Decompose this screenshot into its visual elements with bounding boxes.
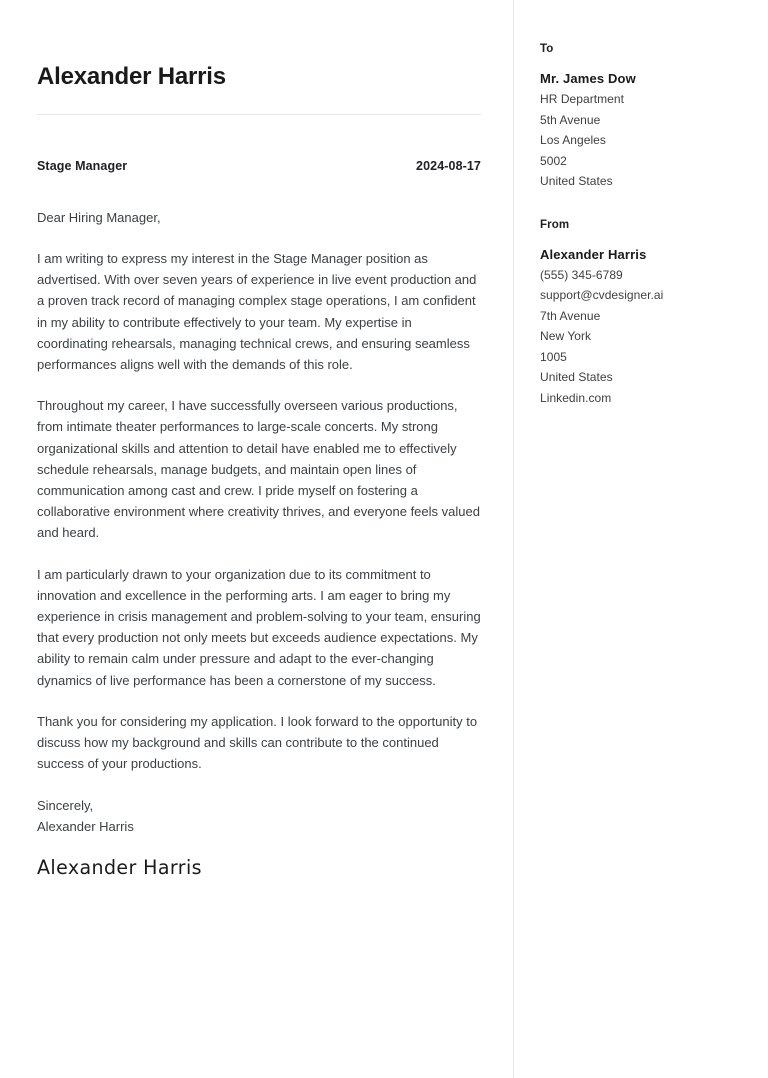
letter-body-column <box>37 0 481 879</box>
recipient-detail: HR Department <box>540 92 625 106</box>
page-title: Alexander Harris <box>37 63 226 90</box>
column-divider <box>513 0 514 1078</box>
job-title: Stage Manager <box>37 159 128 173</box>
closing-salutation: Sincerely, <box>37 798 94 814</box>
letter-paragraph: I am particularly drawn to your organization due to its commitment to innovation and excellence in the performing arts. I am eager to bring my experience in crisis management and problem-solving to your team, ensuring that every production not only meets but exceeds audience expectations. My ability to remain calm under pressure and adapt to the ever-changing dynamics of live performance has been a cornerstone of my success. <box>37 566 481 688</box>
letter-meta-row <box>37 159 481 173</box>
sender-detail: United States <box>540 370 613 384</box>
recipient-detail: United States <box>540 174 613 188</box>
sender-detail: New York <box>540 329 592 343</box>
contact-sidebar <box>540 0 750 408</box>
recipient-detail: 5002 <box>540 153 567 168</box>
sender-email: support@cvdesigner.ai <box>540 288 664 302</box>
closing-name: Alexander Harris <box>37 818 134 834</box>
letter-paragraph: Throughout my career, I have successfully overseen various productions, from intimate theater performances to large-scale concerts. My strong organizational skills and attention to detail have enabled me to effectively schedule rehearsals, manage budgets, and maintain open lines of communication among cast and crew. I pride myself on fostering a collaborative environment where creativity thrives, and everyone feels valued and heard. <box>37 398 480 541</box>
sender-name: Alexander Harris <box>540 246 647 262</box>
letter-paragraph: Thank you for considering my application. I look forward to the opportunity to discuss how my background and skills can contribute to the continued success of your productions. <box>37 713 478 772</box>
letter-date: 2024-08-17 <box>416 159 481 173</box>
salutation: Dear Hiring Manager, <box>37 210 161 225</box>
recipient-name: Mr. James Dow <box>540 71 636 86</box>
recipient-block <box>540 0 750 192</box>
signature: Alexander Harris <box>37 857 202 880</box>
sender-website: Linkedin.com <box>540 390 612 405</box>
recipient-label: To <box>540 43 554 55</box>
sender-phone: (555) 345-6789 <box>540 267 623 282</box>
sender-block <box>540 192 750 409</box>
sender-detail: 7th Avenue <box>540 308 601 323</box>
recipient-detail: Los Angeles <box>540 133 606 147</box>
recipient-detail: 5th Avenue <box>540 112 601 127</box>
sender-detail: 1005 <box>540 349 567 364</box>
sender-label: From <box>540 218 570 231</box>
letter-paragraph: I am writing to express my interest in the Stage Manager position as advertised. With over seven years of experience in live event production and a proven track record of managing complex stage operations, I am confident in my ability to contribute effectively to your team. My expertise in coordinating rehearsals, managing technical crews, and ensuring seamless performances aligns well with the demands of this role. <box>37 251 477 373</box>
header-divider-rule <box>37 114 481 115</box>
closing-block <box>37 796 481 837</box>
